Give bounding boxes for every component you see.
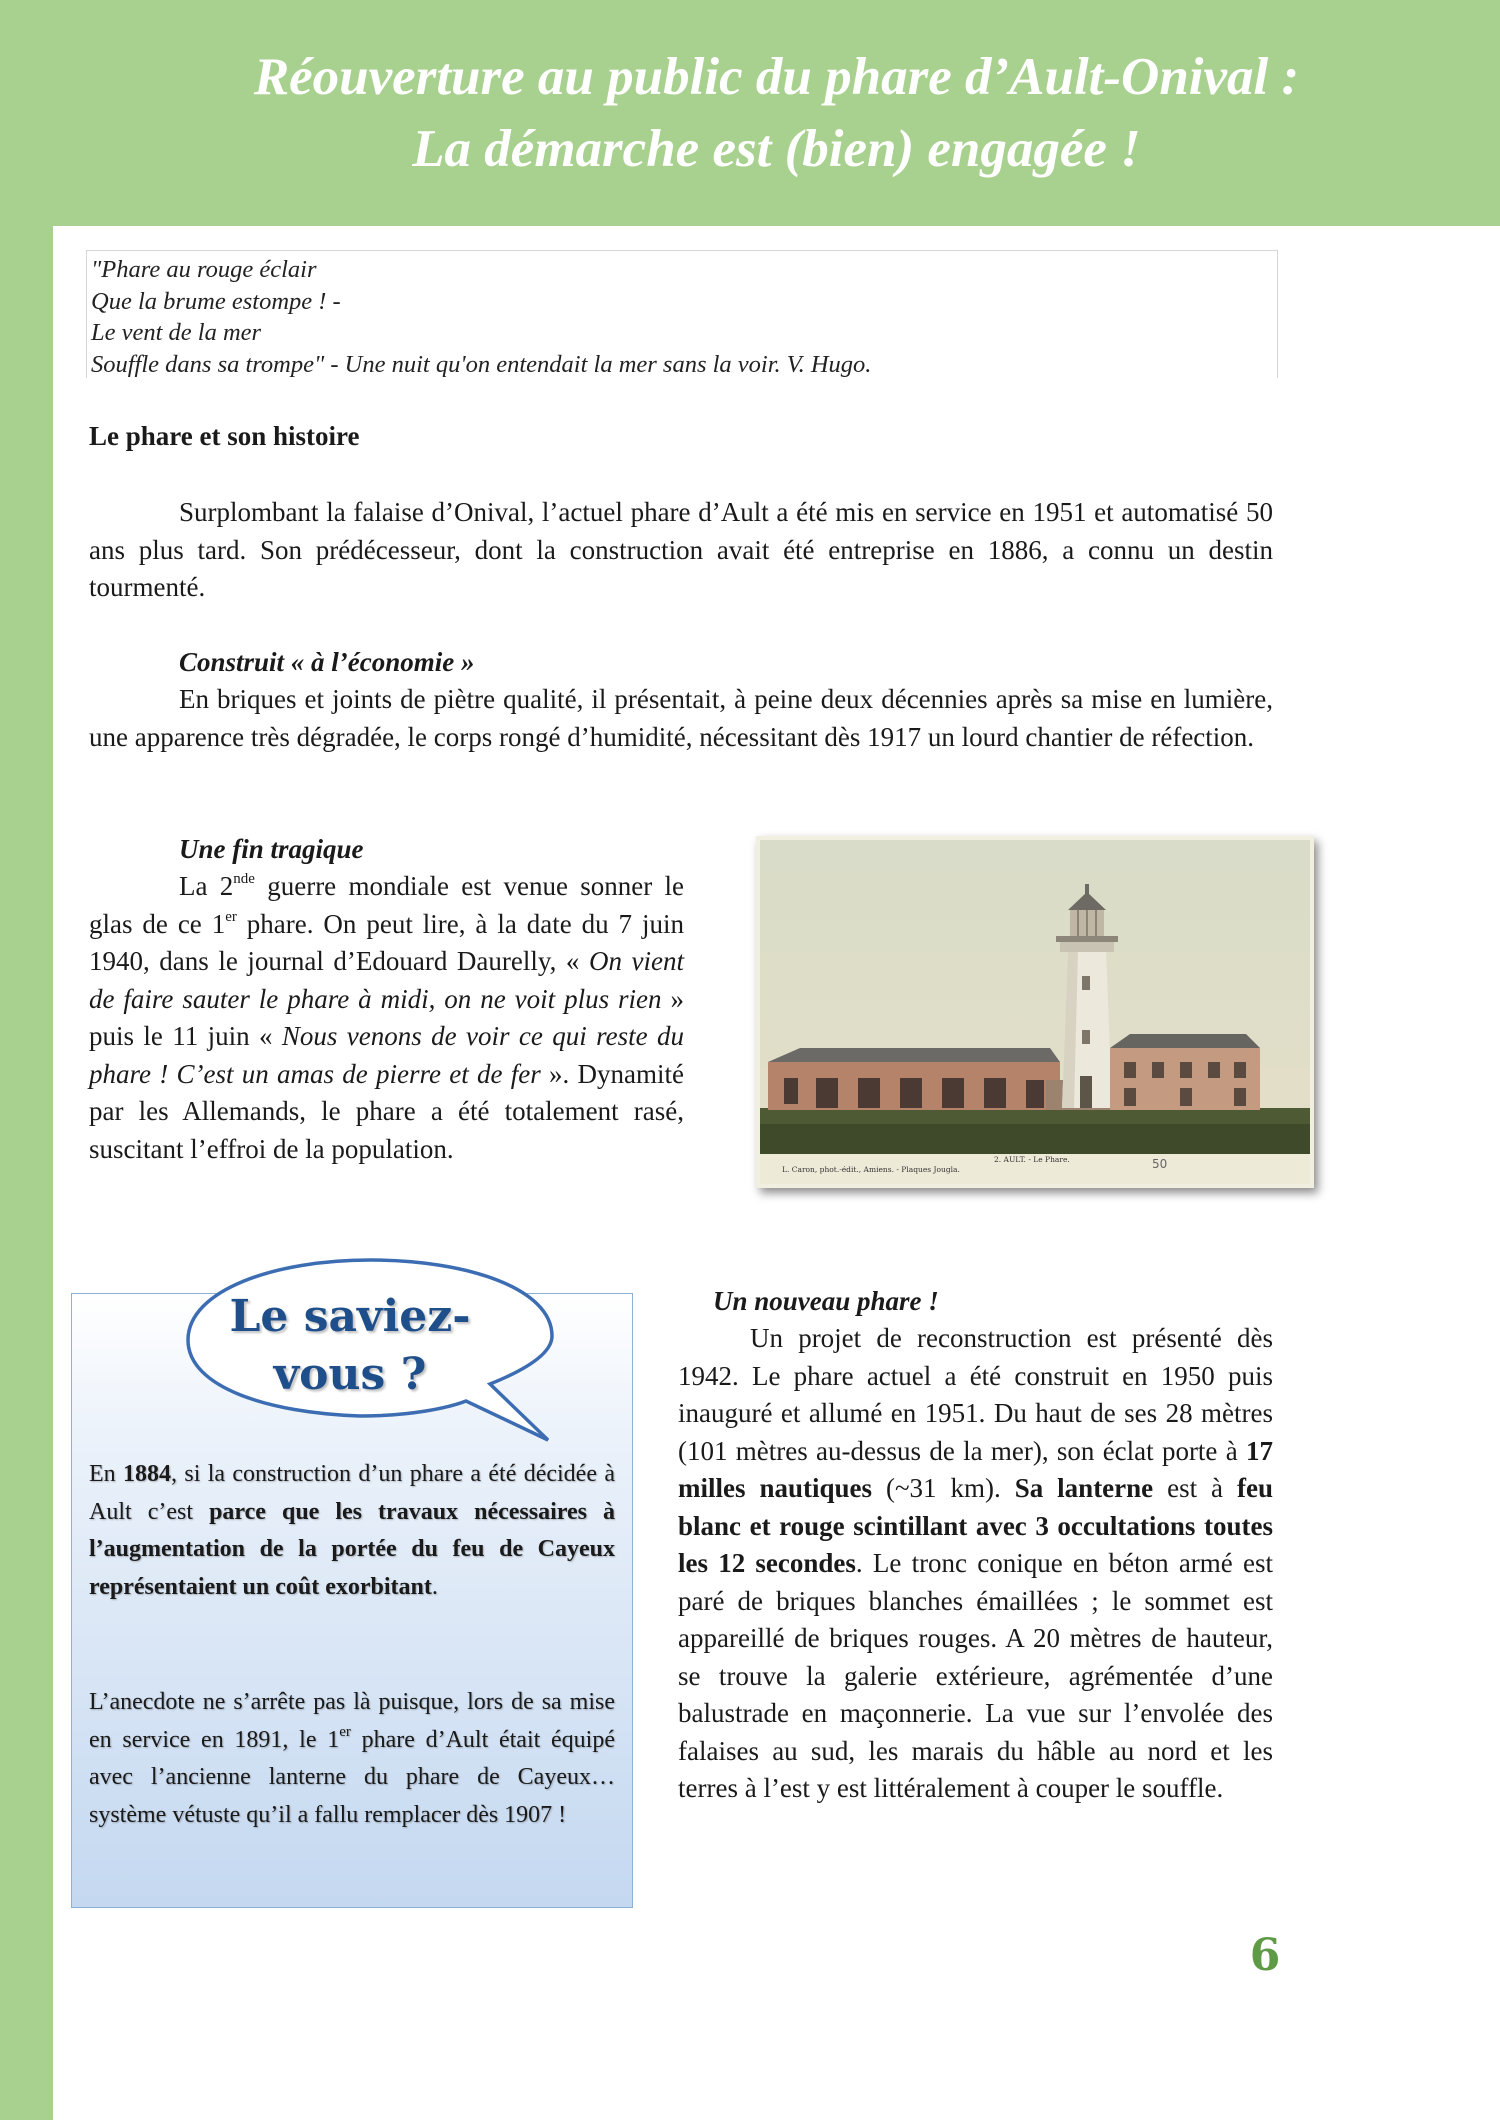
quote-line: "Phare au rouge éclair xyxy=(91,256,317,283)
intro-paragraph: Surplombant la falaise d’Onival, l’actuel phare d’Ault a été mis en service en 1951 et automatisé 50 ans plus tard. Son prédécesseur, dont la construction avait été entreprise en 1886, a connu un destin tourmenté. xyxy=(89,497,1273,602)
postcard-caption-right: 2. AULT. - Le Phare. xyxy=(994,1155,1070,1164)
saviez-vous-line1: Le saviez- xyxy=(229,1291,471,1342)
section-title: Le phare et son histoire xyxy=(89,421,360,451)
page-header xyxy=(0,0,1500,226)
quote-line: Souffle dans sa trompe" - Une nuit qu'on entendait la mer sans la voir. V. Hugo. xyxy=(91,350,872,378)
postcard-handwritten-mark: 50 xyxy=(1152,1157,1168,1171)
page-title-line2: La démarche est (bien) engagée ! xyxy=(412,120,1141,178)
saviez-vous-line2: vous ? xyxy=(273,1349,427,1400)
subtitle-construit: Construit « à l’économie » xyxy=(179,647,475,677)
saviez-vous-paragraph-1: En 1884, si la construction d’un phare a été décidée à Ault c’est parce que les travaux nécessaires à l’augmentation de la portée du feu de Cayeux représentaient un coût exorbitant. xyxy=(89,1461,615,1600)
page-number: 6 xyxy=(1249,1930,1281,1981)
page-title-line1: Réouverture au public du phare d’Ault-Onival : xyxy=(253,48,1300,106)
postcard-illustration xyxy=(760,840,1310,1184)
saviez-vous-heading xyxy=(180,1288,520,1404)
saviez-vous-paragraph-2: L’anecdote ne s’arrête pas là puisque, lors de sa mise en service en 1891, le 1er phare d’Ault était équipé avec l’ancienne lanterne du phare de Cayeux… système vétuste qu’il a fallu remplacer dès 1907 ! xyxy=(89,1689,615,1828)
postcard-caption-left: L. Caron, phot.-édit., Amiens. - Plaques Jougla. xyxy=(782,1165,960,1174)
hugo-quote xyxy=(86,250,1278,378)
quote-line: Le vent de la mer xyxy=(91,319,262,346)
construit-paragraph: En briques et joints de piètre qualité, il présentait, à peine deux décennies après sa mise en lumière, une apparence très dégradée, le corps rongé d’humidité, nécessitant dès 1917 un lourd chantier de réfection. xyxy=(89,684,1273,752)
subtitle-nouveau-phare: Un nouveau phare ! xyxy=(713,1286,939,1316)
old-lighthouse-postcard xyxy=(756,836,1314,1188)
fin-tragique-paragraph: La 2nde guerre mondiale est venue sonner le glas de ce 1er phare. On peut lire, à la date du 7 juin 1940, dans le journal d’Edouard Daurelly, « On vient de faire sauter le phare à midi, on ne voit plus rien » puis le 11 juin « Nous venons de voir ce qui reste du phare ! C’est un amas de pierre et de fer ». Dynamité par les Allemands, le phare a été totalement rasé, suscitant l’effroi de la population. xyxy=(89,871,684,1164)
nouveau-phare-paragraph: Un projet de reconstruction est présenté dès 1942. Le phare actuel a été construit en 1950 puis inauguré et allumé en 1951. Du haut de ses 28 mètres (101 mètres au-dessus de la mer), son éclat porte à 17 milles nautiques (~31 km). Sa lanterne est à feu blanc et rouge scintillant avec 3 occultations toutes les 12 secondes. Le tronc conique en béton armé est paré de briques blanches émaillées ; le sommet est appareillé de briques rouges. A 20 mètres de hauteur, se trouve la galerie extérieure, agrémentée d’une balustrade en maçonnerie. La vue sur l’envolée des falaises au sud, les marais du hâble au nord et les terres à l’est y est littéralement à couper le souffle. xyxy=(678,1323,1273,1803)
left-green-strip xyxy=(0,0,53,2120)
subtitle-fin-tragique: Une fin tragique xyxy=(179,834,364,864)
quote-line: Que la brume estompe ! - xyxy=(91,287,341,315)
